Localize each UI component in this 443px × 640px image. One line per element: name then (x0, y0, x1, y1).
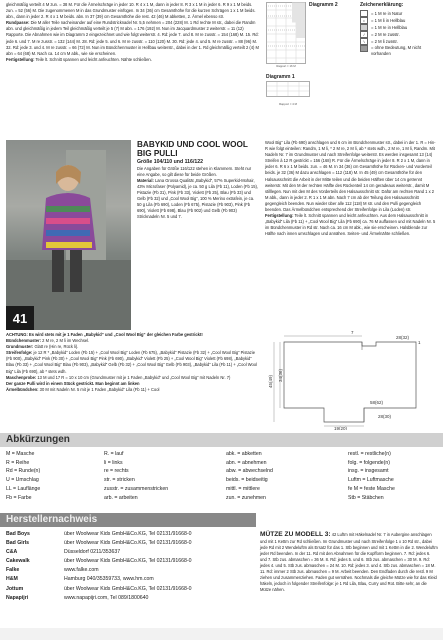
legend-symbol: \ (360, 38, 368, 45)
brand-info: über Woolwear Kids GmbH&Co.KG, Tel 02131/91668-0 (64, 585, 192, 592)
legend-symbol (360, 10, 368, 17)
diagram-1-footer: Rapport = 4 M (279, 102, 297, 106)
manufacturer-row (6, 530, 256, 539)
rundpasse-label: Rundpasse: (6, 20, 30, 26)
pattern-title: BABYKID UND COOL WOOL BIG PULLI (137, 140, 248, 159)
hat-text: 42 Luftm mit Häkelnadel Nr. 7 in Aubergine anschlagen und mit 1 Kettm zur Rd schließen. Im Grundmuster und nach Streifenfolge 1 x 10 Rd str., dabei jede Rd mit 2 Wendeluftm als Ersatz für das 1. Stb beginnen und mit 1 Kettm in die 2. Wendeluftm jeder Rd beenden. In der 11. Rd mit den Abnahmen für die Kopfform beginnen. 7. Rd: jedes 6. und 7. Stb zus. abmaschen = 36 M. 8. Rd: jedes 5. und 6. Stb zus. abmaschen = 30 M. 9. Rd: jedes 4. und 5. Stb zus. abmaschen = 24 M. 10. Rd: jedes 3. und 4. Stb zus. abmaschen = 18 M. 11. Rd: immer 2 Stb zus. abmaschen = 9 M. Arbeit beenden. Den Endfaden durch die restl. 9 M ziehen und zusammenziehen. Faden gut vernähen. Nochmals die gleiche Mütze wie für das Kleid häkeln, jedoch in folgender Streifenfolge: je 1 Rd Lila, Blau, Curry und Rot. Bitte sehr, an die Mütze nähen. (260, 532, 438, 593)
bundchen-text: 2 M re, 2 M li im Wechsel. (42, 338, 90, 344)
legend-text: = 1 M li in Hellblau (371, 17, 406, 23)
page-number-badge: 41 (6, 306, 34, 330)
manufacturer-row (6, 594, 256, 603)
abbreviations-title: Abkürzungen (6, 434, 70, 445)
footer-bar (0, 628, 443, 640)
manufacturer-row (6, 539, 256, 548)
abbrev-item: zusstr. = zusammenstricken (104, 485, 169, 492)
rundpasse-text: Die M aller Teile nacheinander auf eine Rundstricknadel Nr. 5,5 nehmen = 204 (228) M. 1 Rd rechte M str., dabei die Randm abn. und gleichmäßig in jedem Teil gleichmäßig verteilt je 5 (7) M abn. = 176 (192) M. Nun im Jacquardmuster 2 weiterstr. = 11 (12) Rapporte. Die Abnahmen wie im Diagramm 2 eingezeichnet und wie folgt weiterstr. 4. Rd: jede 7. und 8. M re zusstr. = 154 (168) M. 15. Rd: jede 6. und 7. M re zusstr. = 132 (144) M. 28. Rd: jede 5. und 6. M re zusstr. = 110 (120) M. 30. Rd: jede 4. und 5. M re zusstr. = 88 (96) M. 32. Rd: jede 3. und 4. M re zusstr. = 66 (72) M. Nun im Bündchenmuster in Hellbau weiterstr., dabei in der 1. Rd gleichmäßig verteilt 2 (4) M abn = 64 (68) M. Nach ca. 14 cm M abk., wie sie erscheinen. (6, 20, 259, 56)
garment-schematic (266, 322, 438, 430)
streifen-label: Streifenfolge: (6, 350, 33, 356)
diagram-1-label: Diagramm 1 (266, 74, 295, 80)
manufacturer-row (6, 585, 256, 594)
body-note: Der ganze Pulli wird in einem Stück gestrickt. Man beginnt am linken (6, 380, 140, 386)
brand-name: Cakewalk (6, 558, 30, 565)
manufacturer-row (6, 557, 256, 566)
abbrev-col-1 (6, 450, 106, 502)
right-paragraph-1: Wool Big“ Lila (Fb 690) anschlagen und 6 cm im Bündchenmuster str., dabei in der 1. R = Hin-R wie folgt einteilen: Randm, 1 M li, * 2 M re, 2 M li, ab * stets wdh., 2 M re, 1 M li, Randm. Mit Nadeln Nr. 7 im Grundmuster und nach Streifenfolge weiterstr. Es werden insgesamt 13 (14) Streifen à 12 R gestrickt = 156 (168) R. Für die Ärmelschräge in jeder 8. R 2 x 1 M, dann in jeder 6. R 6 x 1 M beids. zun. = 46 M. In 34 (36) cm Gesamthöhe für Rücken- und Vorderteil beids. je 32 (36) M dazu anschlagen = 112 (118) M. In 45 (49) cm Gesamthöhe für den Halsausschnitt die Arbeit in der Mitte teilen und die beiden Hälften über 14 cm getrennt weiterstr. Mit den M der rechten Hälfte des Rückenteil 14 cm geradeaus weiterstr., damit M stilllegen. Nun mit den M des Vorderteils den Halsausschnitt str. Dafür am rechten Rand 1 x 2 M abk., dann in jeder 2. R 1 x 1 M abn. Nach 7 cm ab der Teilung den Halsausschnitt gegengleich beenden. Nun wieder über alle 112 (118) M str. und den Pulli gegengleich beenden. Das Ärmelbündchen entsprechend der Streifenfolge in Lila (Loden) str. (265, 140, 436, 213)
brand-info: über Woolwear Kids GmbH&Co.KG, Tel 02131/91668-0 (64, 558, 192, 565)
maschenprobe-paragraph (6, 375, 259, 381)
abbrev-item: re = rechts (104, 468, 129, 475)
legend-symbol: • (360, 17, 368, 24)
abbrev-item: abk. = abketten (226, 451, 262, 457)
abbrev-item: R = Reihe (6, 459, 30, 466)
right-fertigstellung-text: Teile lt. Schnitt spannen und leicht anfeuchten. Aus dem Halsausschnitt in „Babykid“ Lila (Fb 11) + „Cool Wool Big“ Lila (Fb 690) ca. 76 M auffassen und mit Nadeln Nr. 5 im Bündchenmuster in Rd str. Nach ca. 16 cm M abk., wie sie erscheinen. Halsblende zur Hälfte nach innen umschlagen und annähen. Seiten- und Ärmelnähte schließen. (265, 213, 436, 237)
abbrev-item: Fb = Farbe (6, 494, 32, 501)
material-label: Material: (137, 177, 154, 183)
legend-symbol: / (360, 31, 368, 38)
manufacturer-row (6, 566, 256, 575)
diagram-1-chart (266, 81, 310, 97)
abbrev-col-2 (104, 450, 214, 502)
fertigstellung-paragraph (6, 57, 260, 63)
model-photo (6, 140, 131, 330)
child-figure-image (6, 140, 131, 330)
legend-symbol (360, 24, 368, 31)
rundpasse-paragraph (6, 20, 260, 57)
abbrev-item: insg. = insgesamt (348, 468, 389, 475)
top-text-column (6, 2, 260, 63)
pattern-title-block (137, 140, 259, 220)
abbrev-item: Luftm = Luftmasche (348, 477, 394, 484)
abbrev-item: R. = lauf (104, 451, 124, 457)
dim-bottom-b: 28(30) (378, 414, 392, 419)
abbrev-item: arb. = arbeiten (104, 494, 138, 501)
legend-text: = 2 M li zusstr. (371, 38, 398, 44)
right-fertigstellung-label: Fertigstellung: (265, 213, 294, 219)
abbrev-item: Rd = Runde(n) (6, 468, 41, 475)
brand-name: Bad Boys (6, 531, 30, 537)
abbrev-col-4 (348, 450, 440, 502)
brand-name: H&M (6, 576, 18, 583)
pattern-intro: Die Angaben für Größe 116/122 stehen in Klammern. Steht nur eine Angabe, so gilt diese für beide Größen. (137, 165, 252, 177)
manufacturer-title: Herstellernachweis (6, 514, 98, 525)
abbrev-item: U = Umschlag (6, 477, 39, 484)
brand-info: www.napapijri.com, Tel 089/1800640 (64, 594, 149, 601)
brand-name: C&A (6, 549, 18, 556)
abbrev-item: mittl. = mittlere (226, 485, 260, 492)
abbrev-item: str. = stricken (104, 477, 135, 484)
brand-name: Bad Girls (6, 540, 30, 547)
fertigstellung-label: Fertigstellung: (6, 56, 35, 62)
abbrev-item: li = links (104, 459, 123, 466)
abbrev-item: zun. = zunehmen (226, 494, 266, 501)
brand-info: über Woolwear Kids GmbH&Co.KG, Tel 02131/91668-0 (64, 540, 192, 547)
pattern-sizes: Größe 104/110 und 116/122 (137, 158, 204, 165)
brand-name: Napapijri (6, 594, 29, 601)
brand-info: www.falke.com (64, 567, 99, 574)
brand-info: Hamburg 040/35359733, www.hm.com (64, 576, 154, 583)
abbrev-item: LL = Lauflänge (6, 485, 41, 492)
material-paragraph (137, 178, 259, 221)
dim-right: 1 (418, 340, 421, 345)
grundmuster-label: Grundmuster: (6, 344, 34, 350)
streifen-text: je 12 R * „Babykid“ Loden (Fb 15) + „Cool Wool Big“ Loden (Fb 675), „Babykid“ Pistazie (Fb 32) + „Cool Wool Big“ Pistazie (Fb 900), „Babykid“ Pink (Fb 30) + „Cool Wool Big“ Pink (Fb 690), „Babykid“ Violett (Fb 25) + „Cool Wool Big“ Violett (Fb 698), „Babykid“ Blau (Fb 33) + „Cool Wool Big“ Blau (Fb 903), „Babykid“ Gelb (Fb 32) + „Cool Wool Big“ Gelb (Fb 903), „Babykid“ Lila (Fb 11) + „Cool Wool Big“ Lila (Fb 690), ab * stets wdh. (6, 350, 257, 374)
achtung-note: ACHTUNG: Es wird stets mit je 1 Faden „Babykid“ und „Cool Wool Big“ der gleichen Farbe gestrickt! (6, 332, 203, 337)
material-text: Lana Grossa Qualität „Babykid“, 57% Superkid-Mohair, 43% Microfaser (Polyamid), je ca. 50 g Lila (Fb 11), Loden (Fb 15), Pistazie (Fb 31), Pink (Fb 33), Violett (Fb 25), Blau (Fb 33) und Gelb (Fb 32) und „Cool Wool Big“, 100 % Merino extrafein, je ca. 50 g Lila (Fb 690), Loden (Fb 675), Pistazie (Fb 903), Pink (Fb 690), Violett (Fb 698), Blau (Fb 902) und Gelb (Fb 903) Stricknadeln Nr. 5 und 7. (137, 177, 258, 220)
manufacturer-list (6, 530, 256, 603)
manufacturer-row (6, 548, 256, 557)
abbrev-item: restl. = restliche(n) (348, 451, 391, 457)
legend-text: = 1 M re in Hellblau (371, 24, 408, 30)
brand-info: Düsseldorf 0211/353637 (64, 549, 121, 556)
bundchen-label: Bündchenmuster: (6, 338, 42, 344)
legend-text: = 2 M re zusstr. (371, 31, 400, 37)
dim-left-a: 34(36) (278, 368, 283, 382)
hat-title: MÜTZE ZU MODELL 3: (260, 531, 331, 538)
diagram-2-chart (266, 2, 306, 64)
legend-item (360, 31, 438, 38)
legend (360, 2, 438, 57)
legend-item (360, 38, 438, 45)
legend-item (360, 17, 438, 24)
instructions-left (6, 332, 259, 393)
manufacturer-header (0, 513, 256, 527)
brand-name: Jottum (6, 585, 24, 592)
diagram-2-label: Diagramm 2 (309, 2, 338, 8)
dim-top-a: 7 (351, 330, 354, 335)
brand-info: über Woolwear Kids GmbH&Co.KG, Tel 02131/91668-0 (64, 531, 192, 537)
legend-item (360, 24, 438, 31)
manufacturer-row (6, 575, 256, 584)
streifen-paragraph (6, 350, 259, 374)
fertigstellung-text: Teile lt. Schnitt spannen und leicht anfeuchten. Nähte schließen. (35, 56, 152, 62)
grundmuster-text: Glatt re (Hin re, Rück li). (34, 344, 79, 350)
legend-item (360, 10, 438, 17)
legend-text: = ohne Bedeutung, M nicht vorhanden (371, 45, 422, 56)
dim-left-b: 45(49) (268, 374, 273, 388)
abbrev-item: Stb = Stäbchen (348, 494, 384, 501)
maschenprobe-label: Maschenprobe: (6, 374, 37, 380)
top-paragraph-1: gleichmäßig verteilt 4 M zun. = 38 M. Für die Ärmelschräge in jeder 10. R 4 x 1 M, dann in jeder 8. R 3 x 1 M in jeder 6. R 9 x 1 M beids. zun. = 52 (56) M. Die zugenommenen M in das Grundmuster einfügen. In 34 (36) cm Gesamthöhe für die kurzen Schrägen 1 x 1 M beids. abn., dann in jeder 2. R 4 x 1 M beids. abn. In 37 (39) cm Gesamthöhe die rest. 42 (46) M abketten, 2. Ärmel ebenso str. (6, 2, 256, 20)
abbrev-item: folg. = folgende(n) (348, 459, 390, 466)
armel-label: Ärmelbündchen: (6, 386, 39, 392)
instructions-right (265, 140, 437, 238)
legend-symbol (360, 45, 368, 52)
armel-paragraph (6, 387, 259, 393)
diagram-area (266, 2, 356, 106)
abbrev-item: abn. = abnehmen (226, 459, 267, 466)
brand-name: Falke (6, 567, 20, 574)
legend-title: Zeichenerklärung: (360, 2, 404, 8)
abbrev-item: beids. = beidseitig (226, 477, 268, 484)
abbrev-col-3 (226, 450, 326, 502)
hat-instructions (260, 531, 438, 593)
dim-top-b: 28(32) (396, 335, 410, 340)
legend-item (360, 45, 438, 57)
dim-mid: 58(62) (370, 400, 384, 405)
diagram-2-footer: Rapport = 16 M (276, 64, 296, 68)
legend-text: = 1 M re in Natur (371, 10, 403, 16)
abbrev-item: fe M = feste Masche (348, 485, 395, 492)
armel-text: 30 M mit Nadeln Nr. 5 mit je 1 Faden „Babykid“ Lila (Fb 11) + Cool (39, 386, 160, 392)
abbrev-item: abw. = abwechselnd (226, 468, 273, 475)
abbreviations-header (0, 433, 443, 447)
maschenprobe-text: 13 M und 17 R = 10 x 10 cm (Grundmuster mit je 1 Faden „Babykid“ und „Cool Wool Big“ mit Nadeln Nr. 7) (37, 374, 231, 380)
dim-bottom-a: 19(20) (334, 426, 348, 430)
right-fertigstellung (265, 213, 437, 237)
abbrev-item: M = Masche (6, 451, 35, 457)
